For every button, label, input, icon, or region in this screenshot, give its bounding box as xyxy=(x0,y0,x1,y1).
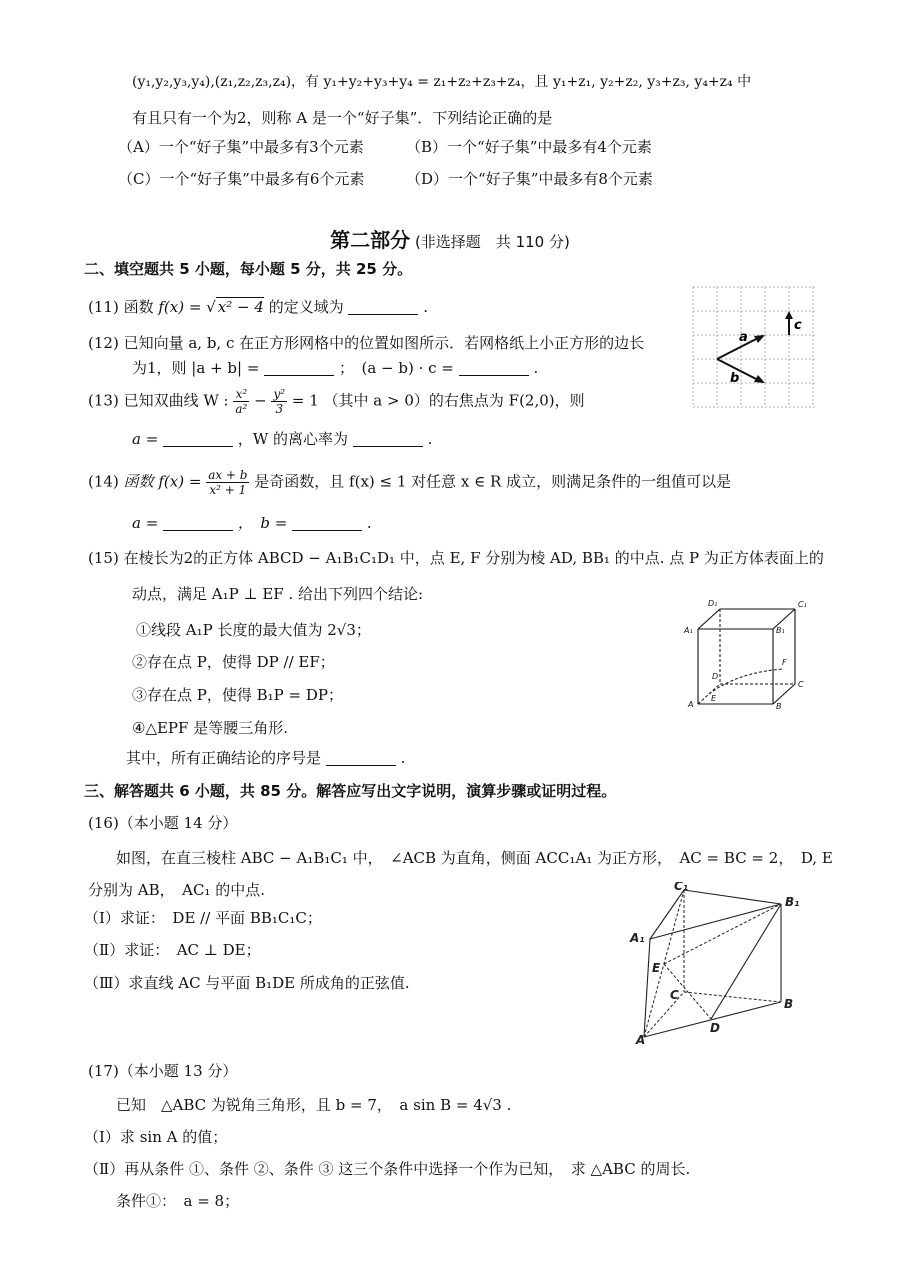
q13-line2: a = ，W 的离心率为 . xyxy=(132,430,433,448)
q11: (11) 函数 f(x) = √ x² − 4 的定义域为 . xyxy=(88,298,429,316)
q15-line2: 动点，满足 A₁P ⊥ EF . 给出下列四个结论: xyxy=(132,585,424,603)
q13-line1: (13) 已知双曲线 W : $\frac{\text{x²}}{\text{a²}}$ − $\frac{\text{y²}}{3}$ = 1 （其中 a > 0）的右焦点为 F(2,0)，则 xyxy=(88,387,585,416)
cube-label-b1: B₁ xyxy=(776,626,785,635)
q15-conclusion-2: ②存在点 P，使得 DP // EF； xyxy=(132,653,335,671)
q10-option-d: （D）一个“好子集”中最多有8个元素 xyxy=(406,170,653,188)
part-two-title-main: 第二部分 xyxy=(330,228,411,252)
q11-number: (11) xyxy=(88,298,119,316)
section-three-heading: 三、解答题共 6 小题，共 85 分。解答应写出文字说明，演算步骤或证明过程。 xyxy=(84,782,617,800)
q16-line2: 分别为 AB， AC₁ 的中点. xyxy=(88,881,265,899)
q12-text1: 已知向量 a, b, c 在正方形网格中的位置如图所示．若网格纸上小正方形的边长 xyxy=(123,334,645,352)
cube-label-d: D xyxy=(712,672,719,681)
q12-vector-grid-figure xyxy=(690,284,820,410)
q14-blank-b[interactable] xyxy=(292,516,362,531)
cube-label-f: F xyxy=(782,658,787,667)
cube-label-d1: D₁ xyxy=(708,599,718,608)
q11-radicand: x² − 4 xyxy=(217,298,264,316)
q14-blank-a[interactable] xyxy=(163,516,233,531)
part-two-title-sub: (非选择题 共 110 分) xyxy=(414,233,570,251)
section-two-heading: 二、填空题共 5 小题，每小题 5 分，共 25 分。 xyxy=(84,260,413,278)
q11-answer-blank[interactable] xyxy=(348,300,418,315)
prism-label-e: E xyxy=(652,961,661,975)
q11-func: f(x) = xyxy=(158,298,202,316)
prism-label-a: A xyxy=(636,1033,646,1047)
q17-number: (17)（本小题 13 分） xyxy=(88,1062,238,1080)
q15-answer-blank[interactable] xyxy=(326,751,396,766)
q13-blank-2[interactable] xyxy=(353,432,423,447)
q10-line2: 有且只有一个为2，则称 A 是一个“好子集”．下列结论正确的是 xyxy=(132,109,553,127)
q12-line1 xyxy=(88,332,644,354)
q10-line1: (y₁,y₂,y₃,y₄),(z₁,z₂,z₃,z₄)，有 y₁+y₂+y₃+y₄ = z₁+z₂+z₃+z₄，且 y₁+z₁, y₂+z₂, y₃+z₃, y₄+z₄ 中 xyxy=(132,74,752,90)
cube-label-c1: C₁ xyxy=(798,600,807,609)
q15-conclusion-4: ④△EPF 是等腰三角形. xyxy=(132,719,288,737)
q11-post: 的定义域为 xyxy=(268,298,344,316)
q16-part-1: （Ⅰ）求证： DE // 平面 BB₁C₁C； xyxy=(84,909,322,927)
q13-number: (13) xyxy=(88,391,119,410)
q11-pre: 函数 xyxy=(123,298,154,316)
q12-label-b: b xyxy=(730,371,740,386)
q16-number: (16)（本小题 14 分） xyxy=(88,814,238,832)
q17-line1: 已知 △ABC 为锐角三角形，且 b = 7， a sin B = 4√3 . xyxy=(116,1096,512,1114)
q15-line1: (15) 在棱长为2的正方体 ABCD − A₁B₁C₁D₁ 中，点 E, F 分别为棱 AD, BB₁ 的中点. 点 P 为正方体表面上的 xyxy=(88,549,824,567)
q15-conclusion-3: ③存在点 P，使得 B₁P = DP； xyxy=(132,686,343,704)
q16-line1: 如图，在直三棱柱 ABC − A₁B₁C₁ 中， ∠ACB 为直角，侧面 ACC₁A₁ 为正方形， AC = BC = 2， D, E xyxy=(116,849,833,867)
prism-label-b1: B₁ xyxy=(785,895,800,909)
cube-label-c: C xyxy=(798,680,804,689)
q12-label-a: a xyxy=(739,330,748,345)
q10-option-a: （A）一个“好子集”中最多有3个元素 xyxy=(118,138,364,156)
cube-label-b: B xyxy=(776,702,782,711)
q17-part-2: （Ⅱ）再从条件 ①、条件 ②、条件 ③ 这三个条件中选择一个作为已知， 求 △ABC 的周长. xyxy=(84,1160,691,1178)
q15-cube-figure xyxy=(678,597,818,712)
q17-part-1: （Ⅰ）求 sin A 的值； xyxy=(84,1128,228,1146)
q15-number: (15) xyxy=(88,549,119,567)
q12-blank-2[interactable] xyxy=(459,361,529,376)
q12-number: (12) xyxy=(88,334,119,352)
q10-option-b: （B）一个“好子集”中最多有4个元素 xyxy=(406,138,652,156)
q15-question: 其中，所有正确结论的序号是 . xyxy=(126,749,406,767)
q12-label-c: c xyxy=(794,318,802,333)
prism-label-c: C xyxy=(670,988,679,1002)
q15-conclusion-1: ①线段 A₁P 长度的最大值为 2√3； xyxy=(136,621,371,639)
q12-line2: 为1，则 |a + b| = ； (a − b) · c = . xyxy=(132,359,539,377)
cube-label-e: E xyxy=(711,694,717,703)
cube-label-a: A xyxy=(688,700,694,709)
q12-blank-1[interactable] xyxy=(264,361,334,376)
q17-condition-1: 条件①： a = 8； xyxy=(116,1192,240,1210)
q16-prism-figure xyxy=(626,882,806,1047)
prism-label-c1: C₁ xyxy=(674,882,689,893)
prism-label-d: D xyxy=(710,1021,720,1035)
prism-label-a1: A₁ xyxy=(630,931,645,945)
q10-option-c: （C）一个“好子集”中最多有6个元素 xyxy=(118,170,365,188)
q16-part-3: （Ⅲ）求直线 AC 与平面 B₁DE 所成角的正弦值. xyxy=(84,974,410,992)
cube-label-a1: A₁ xyxy=(684,626,693,635)
part-two-title xyxy=(0,224,900,253)
q14-number: (14) xyxy=(88,472,119,491)
q14-line2: a = ， b = . xyxy=(132,514,372,532)
prism-label-b: B xyxy=(784,997,794,1011)
q14-line1: (14) 函数 f(x) = $\frac{ax + b}{\text{x² + 1}}$ 是奇函数，且 f(x) ≤ 1 对任意 x ∈ R 成立，则满足条件的一组值可以是 xyxy=(88,468,732,497)
q13-blank-1[interactable] xyxy=(163,432,233,447)
q16-part-2: （Ⅱ）求证： AC ⊥ DE； xyxy=(84,941,261,959)
